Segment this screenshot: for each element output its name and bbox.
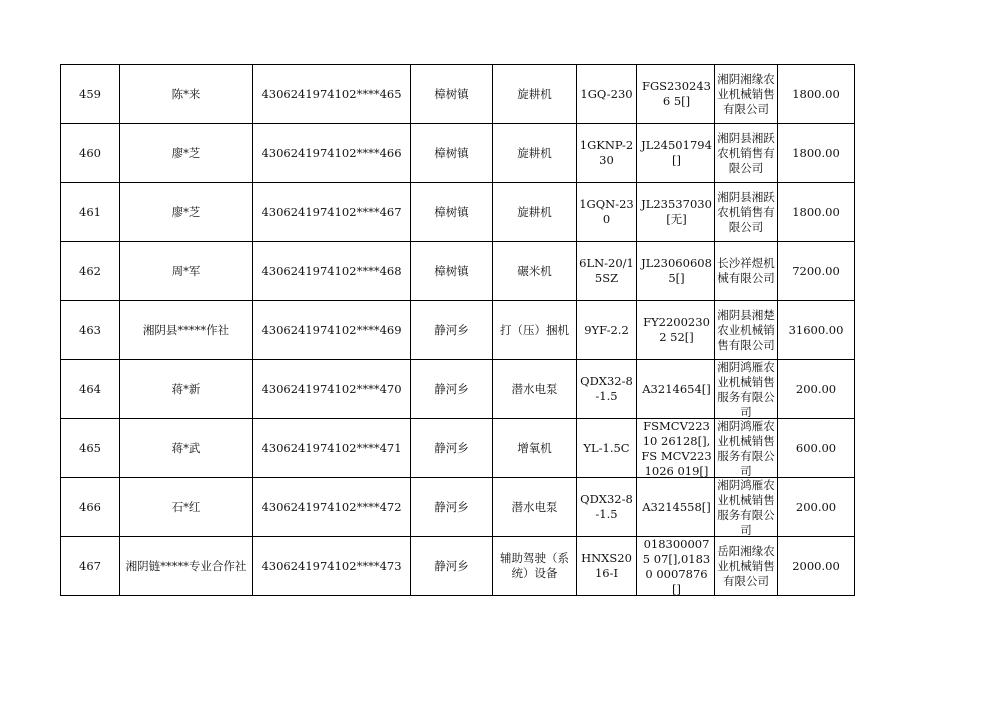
table-row xyxy=(61,537,855,596)
table-row xyxy=(61,360,855,419)
dealer-cell xyxy=(715,478,778,537)
machine-type-cell xyxy=(493,537,577,596)
id-number-cell-text: 4306241974102****471 xyxy=(261,440,402,455)
model-cell-text: QDX32-8-1.5 xyxy=(580,492,633,521)
machine-type-cell-text: 辅助驾驶（系统）设备 xyxy=(500,551,569,580)
applicant-name-cell xyxy=(120,537,253,596)
row-number-cell-text: 462 xyxy=(79,263,101,278)
township-cell-text: 静河乡 xyxy=(434,558,469,573)
serial-number-cell xyxy=(637,65,715,124)
machine-type-cell-text: 旋耕机 xyxy=(517,204,552,219)
serial-number-cell xyxy=(637,242,715,301)
applicant-name-cell-text: 廖*芝 xyxy=(171,145,201,160)
id-number-cell xyxy=(253,242,411,301)
model-cell xyxy=(577,478,637,537)
subsidy-amount-cell-text: 2000.00 xyxy=(792,558,840,573)
model-cell xyxy=(577,419,637,478)
machine-type-cell xyxy=(493,65,577,124)
machine-type-cell-text: 碾米机 xyxy=(517,263,552,278)
row-number-cell xyxy=(61,478,120,537)
machine-type-cell-text: 增氧机 xyxy=(517,440,552,455)
model-cell-text: 1GKNP-230 xyxy=(579,138,634,167)
machine-type-cell-text: 打（压）捆机 xyxy=(500,322,569,337)
machine-type-cell xyxy=(493,301,577,360)
serial-number-cell-text: JL23060608 5[] xyxy=(641,256,712,285)
model-cell xyxy=(577,301,637,360)
row-number-cell-text: 467 xyxy=(79,558,101,573)
row-number-cell xyxy=(61,301,120,360)
row-number-cell-text: 465 xyxy=(79,440,101,455)
table-row xyxy=(61,183,855,242)
applicant-name-cell-text: 廖*芝 xyxy=(171,204,201,219)
subsidy-amount-cell-text: 31600.00 xyxy=(788,322,844,337)
township-cell-text: 樟树镇 xyxy=(434,145,469,160)
row-number-cell-text: 463 xyxy=(79,322,101,337)
applicant-name-cell-text: 湘阴链*****专业合作社 xyxy=(125,558,247,573)
table-row xyxy=(61,124,855,183)
subsidy-amount-cell xyxy=(778,183,855,242)
id-number-cell-text: 4306241974102****473 xyxy=(261,558,402,573)
township-cell xyxy=(411,183,493,242)
township-cell xyxy=(411,478,493,537)
applicant-name-cell xyxy=(120,419,253,478)
subsidy-table xyxy=(60,64,855,596)
applicant-name-cell xyxy=(120,301,253,360)
id-number-cell-text: 4306241974102****466 xyxy=(261,145,402,160)
serial-number-cell-text: A3214654[] xyxy=(642,381,711,396)
id-number-cell xyxy=(253,360,411,419)
subsidy-amount-cell-text: 1800.00 xyxy=(792,204,840,219)
serial-number-cell xyxy=(637,124,715,183)
township-cell-text: 樟树镇 xyxy=(434,204,469,219)
subsidy-amount-cell xyxy=(778,478,855,537)
id-number-cell-text: 4306241974102****472 xyxy=(261,499,402,514)
dealer-cell xyxy=(715,537,778,596)
serial-number-cell xyxy=(637,478,715,537)
machine-type-cell xyxy=(493,419,577,478)
applicant-name-cell xyxy=(120,242,253,301)
row-number-cell xyxy=(61,360,120,419)
machine-type-cell xyxy=(493,124,577,183)
row-number-cell-text: 464 xyxy=(79,381,101,396)
id-number-cell xyxy=(253,419,411,478)
id-number-cell xyxy=(253,183,411,242)
row-number-cell xyxy=(61,419,120,478)
id-number-cell-text: 4306241974102****470 xyxy=(261,381,402,396)
dealer-cell xyxy=(715,183,778,242)
serial-number-cell-text: FGS2302436 5[] xyxy=(642,79,711,108)
township-cell xyxy=(411,537,493,596)
township-cell-text: 静河乡 xyxy=(434,499,469,514)
dealer-cell-text: 湘阴鸿雁农业机械销售服务有限公司 xyxy=(717,478,775,536)
dealer-cell xyxy=(715,65,778,124)
table-body xyxy=(61,65,855,596)
serial-number-cell xyxy=(637,183,715,242)
applicant-name-cell xyxy=(120,183,253,242)
model-cell-text: 6LN-20/15SZ xyxy=(579,256,634,285)
row-number-cell xyxy=(61,183,120,242)
model-cell-text: QDX32-8-1.5 xyxy=(580,374,633,403)
model-cell xyxy=(577,65,637,124)
applicant-name-cell xyxy=(120,65,253,124)
id-number-cell-text: 4306241974102****469 xyxy=(261,322,402,337)
model-cell xyxy=(577,360,637,419)
township-cell xyxy=(411,301,493,360)
applicant-name-cell-text: 陈*来 xyxy=(171,86,201,101)
model-cell-text: 1GQ-230 xyxy=(580,86,633,101)
model-cell xyxy=(577,124,637,183)
dealer-cell-text: 湘阴县湘跃农机销售有限公司 xyxy=(717,189,775,234)
table-row xyxy=(61,419,855,478)
applicant-name-cell xyxy=(120,124,253,183)
id-number-cell xyxy=(253,537,411,596)
township-cell xyxy=(411,65,493,124)
dealer-cell xyxy=(715,360,778,419)
serial-number-cell-text: FSMCV22310 26128[],FS MCV2231026 019[] xyxy=(641,419,712,477)
subsidy-amount-cell-text: 200.00 xyxy=(795,381,837,396)
subsidy-amount-cell-text: 200.00 xyxy=(795,499,837,514)
row-number-cell xyxy=(61,242,120,301)
serial-number-cell-text: A3214558[] xyxy=(642,499,711,514)
id-number-cell-text: 4306241974102****467 xyxy=(261,204,402,219)
table-row xyxy=(61,65,855,124)
township-cell xyxy=(411,242,493,301)
township-cell xyxy=(411,124,493,183)
id-number-cell xyxy=(253,65,411,124)
applicant-name-cell xyxy=(120,478,253,537)
serial-number-cell-text: JL23537030 [无] xyxy=(641,197,712,226)
id-number-cell xyxy=(253,301,411,360)
machine-type-cell xyxy=(493,360,577,419)
table-row xyxy=(61,242,855,301)
row-number-cell xyxy=(61,65,120,124)
township-cell xyxy=(411,360,493,419)
id-number-cell xyxy=(253,478,411,537)
applicant-name-cell-text: 蒋*新 xyxy=(171,381,201,396)
subsidy-amount-cell-text: 1800.00 xyxy=(792,145,840,160)
machine-type-cell xyxy=(493,242,577,301)
dealer-cell xyxy=(715,419,778,478)
model-cell-text: 1GQN-230 xyxy=(579,197,634,226)
dealer-cell-text: 湘阴鸿雁农业机械销售服务有限公司 xyxy=(717,419,775,477)
model-cell-text: 9YF-2.2 xyxy=(584,322,629,337)
row-number-cell-text: 466 xyxy=(79,499,101,514)
machine-type-cell-text: 旋耕机 xyxy=(517,86,552,101)
subsidy-amount-cell xyxy=(778,65,855,124)
machine-type-cell xyxy=(493,478,577,537)
serial-number-cell-text: JL24501794 [] xyxy=(641,138,712,167)
dealer-cell-text: 湘阴县湘楚农业机械销售有限公司 xyxy=(717,307,775,352)
subsidy-amount-cell xyxy=(778,360,855,419)
subsidy-amount-cell xyxy=(778,419,855,478)
township-cell-text: 静河乡 xyxy=(434,381,469,396)
serial-number-cell xyxy=(637,301,715,360)
machine-type-cell-text: 旋耕机 xyxy=(517,145,552,160)
township-cell-text: 樟树镇 xyxy=(434,86,469,101)
dealer-cell-text: 岳阳湘缘农业机械销售有限公司 xyxy=(717,543,775,588)
dealer-cell xyxy=(715,242,778,301)
machine-type-cell-text: 潜水电泵 xyxy=(511,381,558,396)
applicant-name-cell-text: 石*红 xyxy=(171,499,201,514)
subsidy-amount-cell xyxy=(778,242,855,301)
township-cell xyxy=(411,419,493,478)
row-number-cell xyxy=(61,537,120,596)
serial-number-cell xyxy=(637,360,715,419)
model-cell xyxy=(577,537,637,596)
machine-type-cell xyxy=(493,183,577,242)
serial-number-cell-text: FY22002302 52[] xyxy=(643,315,710,344)
dealer-cell-text: 长沙祥煜机械有限公司 xyxy=(717,256,775,285)
dealer-cell xyxy=(715,301,778,360)
row-number-cell-text: 459 xyxy=(79,86,101,101)
row-number-cell-text: 461 xyxy=(79,204,101,219)
row-number-cell xyxy=(61,124,120,183)
model-cell xyxy=(577,242,637,301)
model-cell-text: HNXS2016-I xyxy=(581,551,632,580)
subsidy-amount-cell xyxy=(778,124,855,183)
dealer-cell-text: 湘阴鸿雁农业机械销售服务有限公司 xyxy=(717,360,775,418)
applicant-name-cell xyxy=(120,360,253,419)
subsidy-amount-cell-text: 1800.00 xyxy=(792,86,840,101)
dealer-cell-text: 湘阴湘缘农业机械销售有限公司 xyxy=(717,71,775,116)
id-number-cell-text: 4306241974102****468 xyxy=(261,263,402,278)
dealer-cell-text: 湘阴县湘跃农机销售有限公司 xyxy=(717,130,775,175)
serial-number-cell xyxy=(637,537,715,596)
model-cell-text: YL-1.5C xyxy=(583,440,630,455)
machine-type-cell-text: 潜水电泵 xyxy=(511,499,558,514)
serial-number-cell xyxy=(637,419,715,478)
applicant-name-cell-text: 湘阴县*****作社 xyxy=(142,322,230,337)
township-cell-text: 静河乡 xyxy=(434,440,469,455)
id-number-cell xyxy=(253,124,411,183)
subsidy-amount-cell-text: 600.00 xyxy=(795,440,837,455)
row-number-cell-text: 460 xyxy=(79,145,101,160)
table-row xyxy=(61,301,855,360)
id-number-cell-text: 4306241974102****465 xyxy=(261,86,402,101)
model-cell xyxy=(577,183,637,242)
township-cell-text: 静河乡 xyxy=(434,322,469,337)
township-cell-text: 樟树镇 xyxy=(434,263,469,278)
subsidy-amount-cell xyxy=(778,301,855,360)
subsidy-amount-cell-text: 7200.00 xyxy=(792,263,840,278)
table-row xyxy=(61,478,855,537)
applicant-name-cell-text: 周*军 xyxy=(171,263,201,278)
serial-number-cell-text: 0183000075 07[],01830 0007876[] xyxy=(642,537,711,595)
subsidy-amount-cell xyxy=(778,537,855,596)
applicant-name-cell-text: 蒋*武 xyxy=(171,440,201,455)
dealer-cell xyxy=(715,124,778,183)
